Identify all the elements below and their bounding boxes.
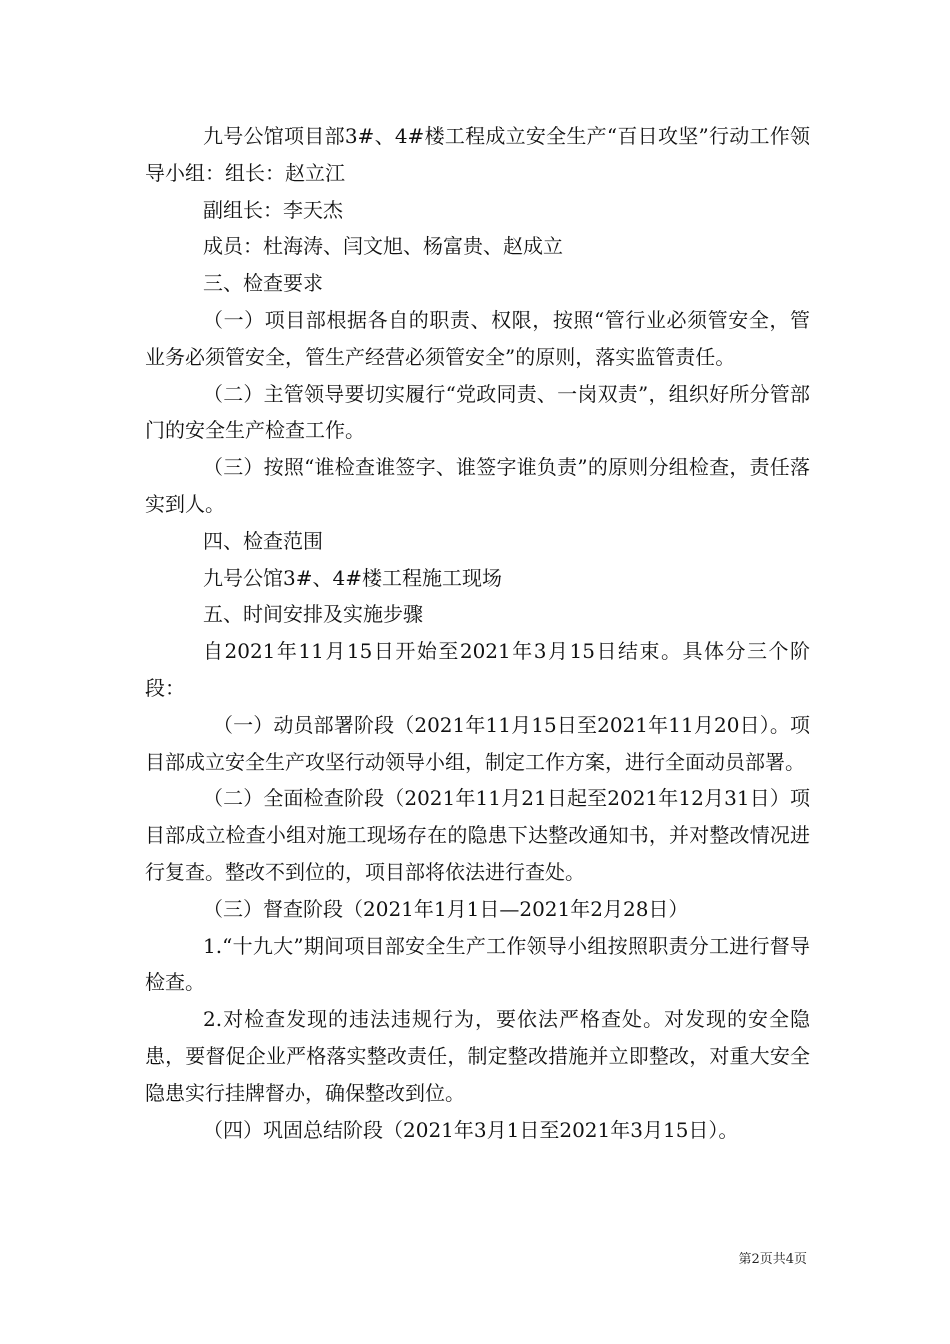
paragraph-stage-mobilization: （一）动员部署阶段（2021年11月15日至2021年11月20日）。项目部成立安全生产攻坚行动领导小组，制定工作方案，进行全面动员部署。	[145, 712, 810, 774]
paragraph-leadership-group: 九号公馆项目部3#、4#楼工程成立安全生产“百日攻坚”行动工作领导小组：组长：赵立江	[145, 124, 810, 185]
paragraph-members: 成员：杜海涛、闫文旭、杨富贵、赵成立	[203, 234, 563, 259]
paragraph-schedule-overview: 自2021年11月15日开始至2021年3月15日结束。具体分三个阶段：	[145, 639, 810, 700]
paragraph-supervision-item-1: 1.“十九大”期间项目部安全生产工作领导小组按照职责分工进行督导检查。	[145, 933, 810, 995]
paragraph-deputy-leader: 副组长：李天杰	[203, 197, 343, 222]
heading-inspection-requirements: 三、检查要求	[203, 271, 323, 296]
paragraph-stage-consolidation: （四）巩固总结阶段（2021年3月1日至2021年3月15日）。	[203, 1117, 739, 1142]
paragraph-stage-full-inspection: （二）全面检查阶段（2021年11月21日起至2021年12月31日）项目部成立检查小组对施工现场存在的隐患下达整改通知书，并对整改情况进行复查。整改不到位的，项目部将依法进行查处。	[145, 786, 810, 884]
page-number-footer: 第2页共4页	[738, 1252, 807, 1267]
paragraph-requirement-2: （二）主管领导要切实履行“党政同责、一岗双责”，组织好所分管部门的安全生产检查工作。	[145, 381, 810, 443]
paragraph-scope: 九号公馆3#、4#楼工程施工现场	[203, 565, 502, 590]
heading-inspection-scope: 四、检查范围	[203, 528, 323, 553]
paragraph-requirement-3: （三）按照“谁检查谁签字、谁签字谁负责”的原则分组检查，责任落实到人。	[145, 455, 810, 516]
heading-schedule: 五、时间安排及实施步骤	[203, 602, 423, 627]
document-body	[145, 118, 810, 1148]
paragraph-stage-supervision: （三）督查阶段（2021年1月1日—2021年2月28日）	[203, 896, 689, 921]
paragraph-supervision-item-2: 2.对检查发现的违法违规行为，要依法严格查处。对发现的安全隐患，要督促企业严格落实整改责任，制定整改措施并立即整改，对重大安全隐患实行挂牌督办，确保整改到位。	[145, 1007, 810, 1105]
paragraph-requirement-1: （一）项目部根据各自的职责、权限，按照“管行业必须管安全，管业务必须管安全，管生产经营必须管安全”的原则，落实监管责任。	[145, 307, 810, 369]
